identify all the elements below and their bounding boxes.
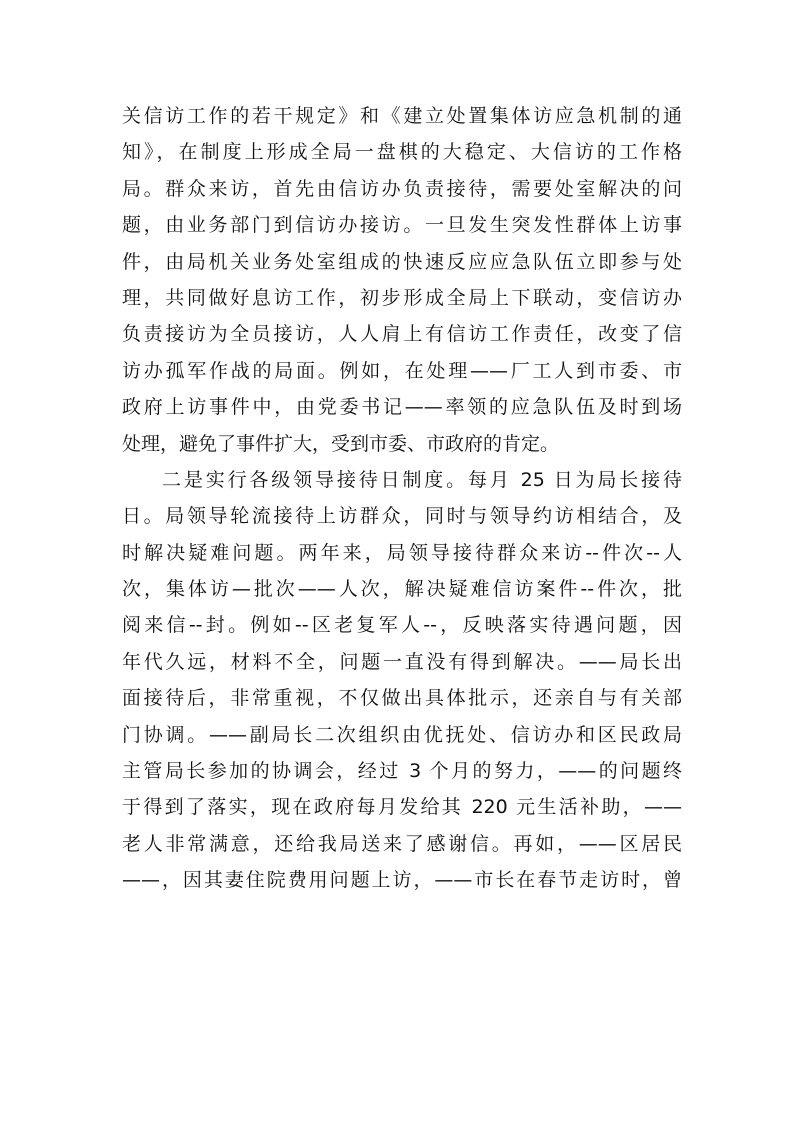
text-line: 理，共同做好息访工作，初步形成全局上下联动，变信访办 [122, 286, 682, 309]
paragraph-2 [122, 462, 682, 899]
text-line: 二是实行各级领导接待日制度。每月 25 日为局长接待 [162, 468, 682, 491]
text-line: 访办孤军作战的局面。例如，在处理——厂工人到市委、市 [122, 359, 682, 382]
text-line: 门协调。——副局长二次组织由优抚处、信访办和区民政局 [122, 723, 682, 746]
text-line: 知》，在制度上形成全局一盘棋的大稳定、大信访的工作格 [122, 141, 682, 164]
text-line: 负责接访为全员接访，人人肩上有信访工作责任，改变了信 [122, 323, 682, 346]
text-line: 次，集体访—批次——人次，解决疑难信访案件--件次，批 [122, 578, 682, 601]
text-line: ——，因其妻住院费用问题上访，——市长在春节走访时，曾 [122, 869, 682, 892]
text-line: 件，由局机关业务处室组成的快速反应应急队伍立即参与处 [122, 250, 682, 273]
text-line: 年代久远，材料不全，问题一直没有得到解决。——局长出 [122, 650, 682, 673]
text-line: 时解决疑难问题。两年来，局领导接待群众来访--件次--人 [122, 541, 682, 564]
text-line: 阅来信--封。例如--区老复军人--，反映落实待遇问题，因 [122, 614, 682, 637]
text-line: 政府上访事件中，由党委书记——率领的应急队伍及时到场 [122, 396, 682, 419]
text-line: 面接待后，非常重视，不仅做出具体批示，还亲自与有关部 [122, 687, 682, 710]
text-line: 于得到了落实，现在政府每月发给其 220 元生活补助，—— [122, 796, 682, 819]
text-line: 老人非常满意，还给我局送来了感谢信。再如，——区居民 [122, 832, 682, 855]
text-line: 主管局长参加的协调会，经过 3 个月的努力，——的问题终 [122, 760, 682, 783]
text-line: 日。局领导轮流接待上访群众，同时与领导约访相结合，及 [122, 505, 682, 528]
body-text [122, 98, 682, 899]
text-line: 关信访工作的若干规定》和《建立处置集体访应急机制的通 [122, 105, 682, 127]
text-line: 处理，避免了事件扩大，受到市委、市政府的肯定。 [122, 432, 560, 455]
text-line: 局。群众来访，首先由信访办负责接待，需要处室解决的问 [122, 177, 682, 200]
text-line: 题，由业务部门到信访办接访。一旦发生突发性群体上访事 [122, 214, 682, 237]
paragraph-1 [122, 98, 682, 462]
